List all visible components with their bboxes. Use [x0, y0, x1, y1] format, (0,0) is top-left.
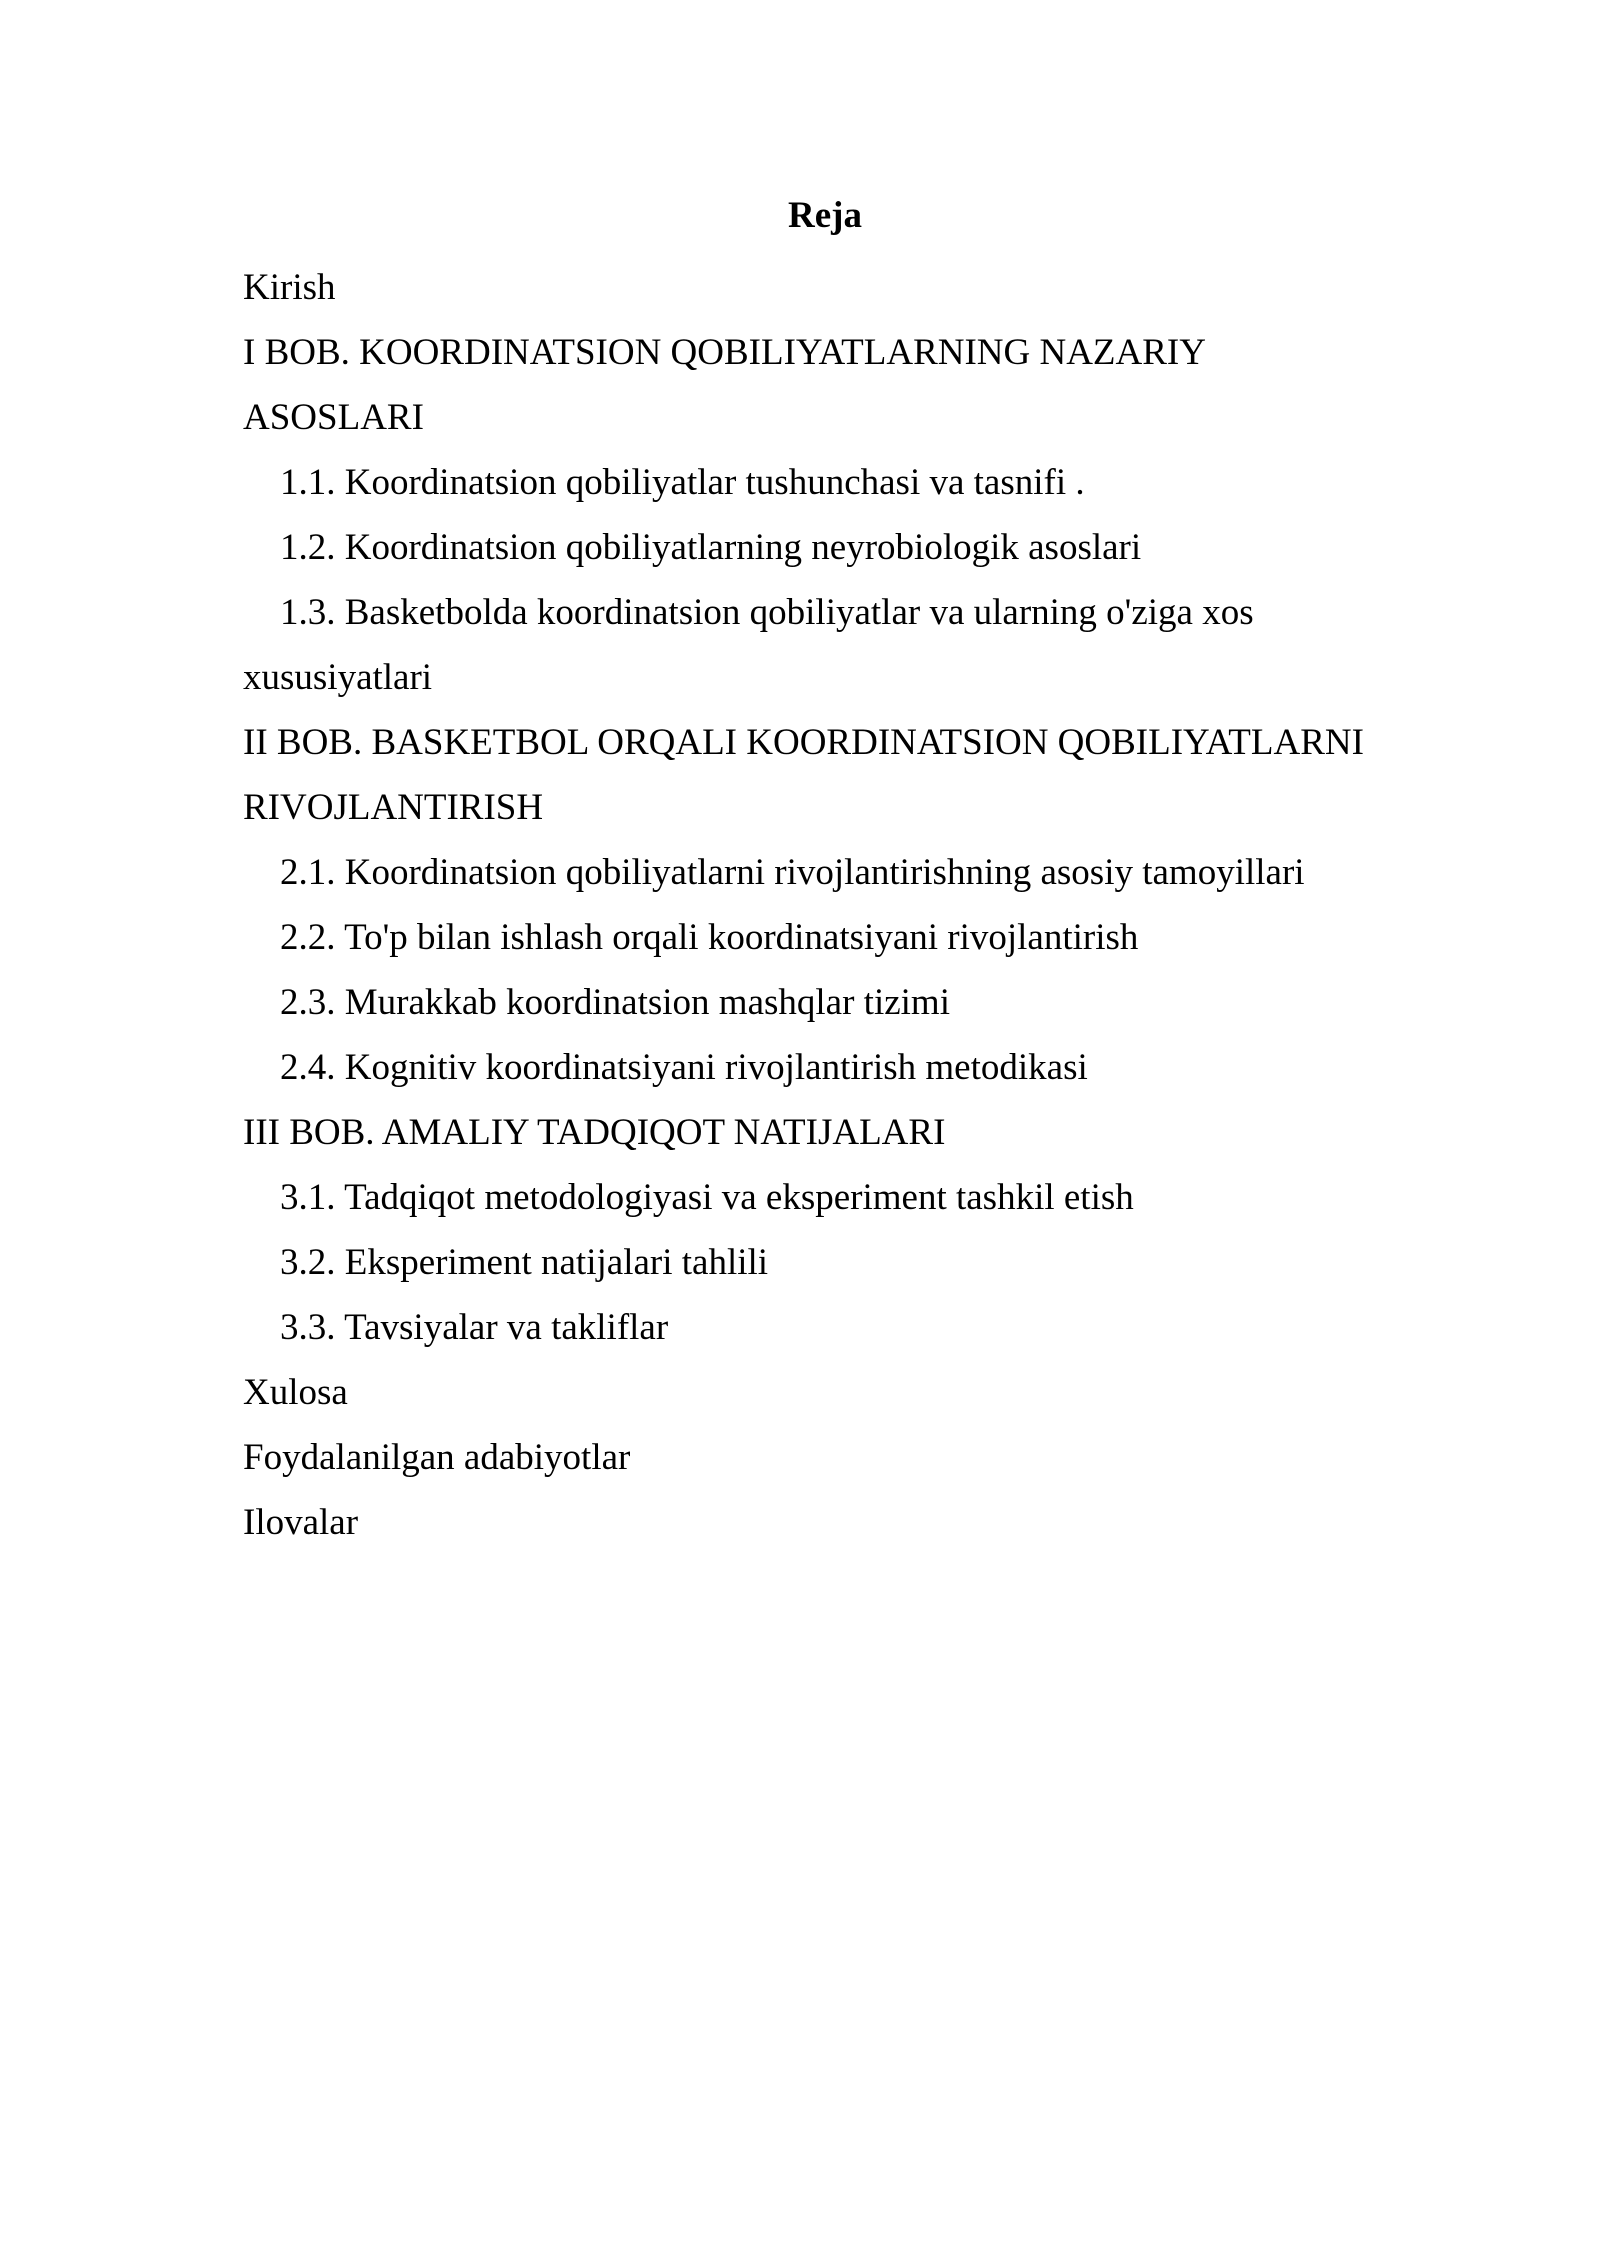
toc-section-1-2: 1.2. Koordinatsion qobiliyatlarning neyrobiologik asoslari	[280, 527, 1142, 568]
toc-chapter-2-title: II BOB. BASKETBOL ORQALI KOORDINATSION QOBILIYATLARNI	[243, 722, 1364, 763]
toc-item-ilovalar: Ilovalar	[243, 1502, 359, 1543]
page-title: Reja	[788, 195, 862, 236]
toc-chapter-2-title-cont: RIVOJLANTIRISH	[243, 787, 544, 828]
toc-section-2-3: 2.3. Murakkab koordinatsion mashqlar tizimi	[280, 982, 950, 1023]
toc-section-1-3-cont: xususiyatlari	[243, 657, 433, 698]
toc-item-adabiyotlar: Foydalanilgan adabiyotlar	[243, 1437, 631, 1478]
table-of-contents	[243, 255, 1443, 1555]
toc-section-2-4: 2.4. Kognitiv koordinatsiyani rivojlantirish metodikasi	[280, 1047, 1088, 1088]
toc-section-3-2: 3.2. Eksperiment natijalari tahlili	[280, 1242, 769, 1283]
toc-section-2-2: 2.2. To'p bilan ishlash orqali koordinatsiyani rivojlantirish	[280, 917, 1139, 958]
toc-section-1-1: 1.1. Koordinatsion qobiliyatlar tushunchasi va tasnifi .	[280, 462, 1085, 503]
toc-section-1-3: 1.3. Basketbolda koordinatsion qobiliyatlar va ularning o'ziga xos	[280, 592, 1254, 633]
toc-chapter-3-title: III BOB. AMALIY TADQIQOT NATIJALARI	[243, 1112, 946, 1153]
toc-chapter-1-title-cont: ASOSLARI	[243, 397, 424, 438]
toc-item-kirish: Kirish	[243, 267, 336, 308]
toc-section-3-1: 3.1. Tadqiqot metodologiyasi va eksperiment tashkil etish	[280, 1177, 1134, 1218]
toc-section-2-1: 2.1. Koordinatsion qobiliyatlarni rivojlantirishning asosiy tamoyillari	[280, 852, 1305, 893]
toc-item-xulosa: Xulosa	[243, 1372, 348, 1413]
toc-chapter-1-title: I BOB. KOORDINATSION QOBILIYATLARNING NAZARIY	[243, 332, 1206, 373]
toc-section-3-3: 3.3. Tavsiyalar va takliflar	[280, 1307, 669, 1348]
